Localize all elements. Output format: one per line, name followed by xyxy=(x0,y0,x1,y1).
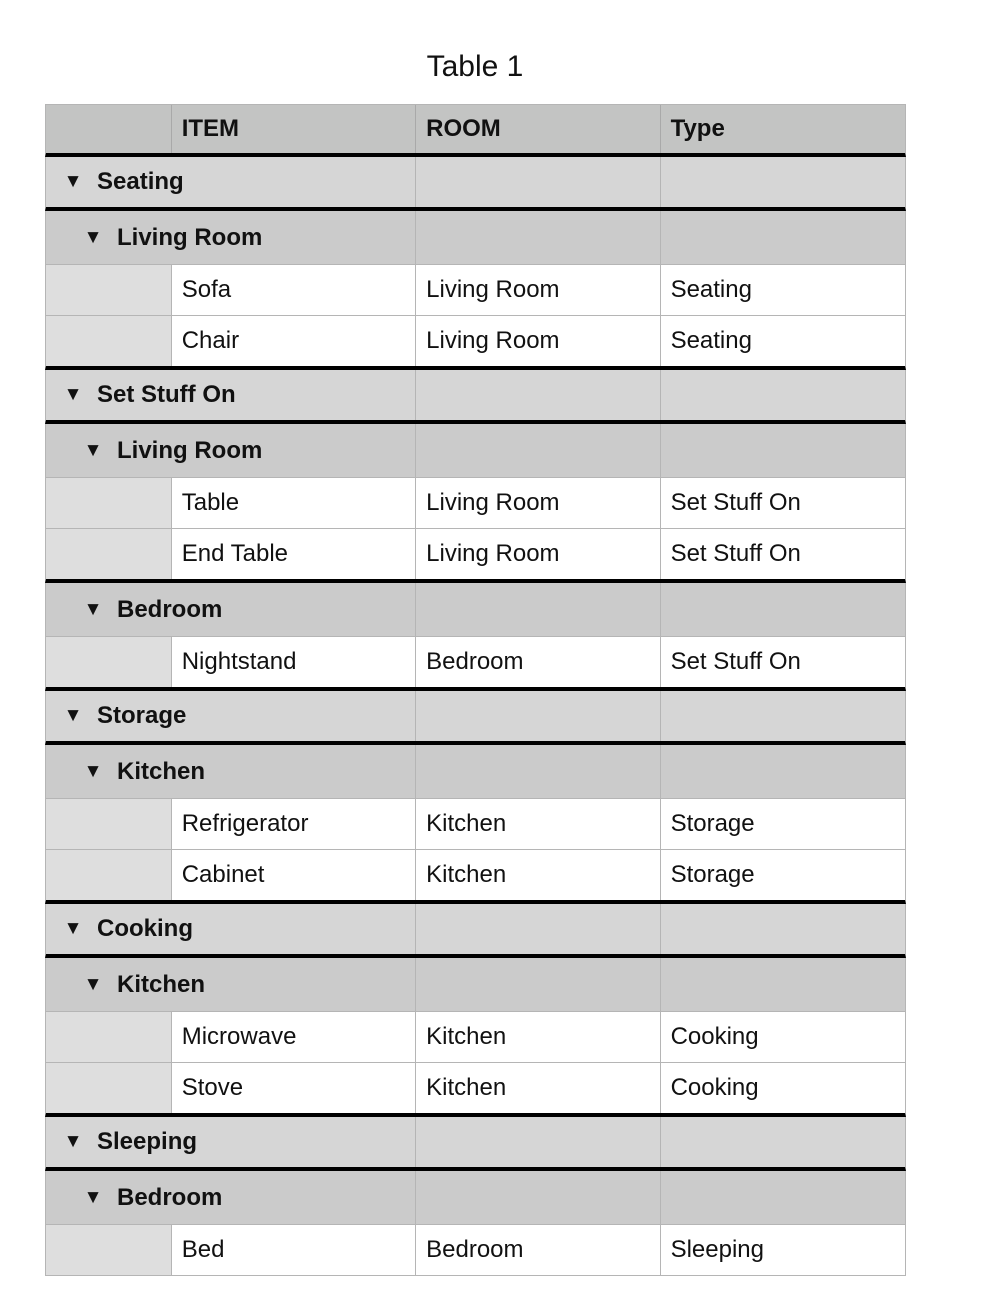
subgroup-name: Living Room xyxy=(117,223,263,251)
grouped-table xyxy=(45,104,906,1276)
table-row[interactable] xyxy=(45,850,906,904)
room-cell[interactable]: Kitchen xyxy=(415,1012,659,1062)
disclosure-triangle-icon[interactable]: ▼ xyxy=(63,1131,83,1152)
type-cell[interactable]: Sleeping xyxy=(660,1225,905,1275)
subgroup-label xyxy=(46,583,415,636)
group-row[interactable] xyxy=(45,370,906,424)
subgroup-empty-cell xyxy=(660,424,905,477)
group-label xyxy=(46,1117,415,1167)
item-cell[interactable]: End Table xyxy=(171,529,415,579)
room-cell[interactable]: Bedroom xyxy=(415,1225,659,1275)
type-cell[interactable]: Storage xyxy=(660,850,905,900)
group-empty-cell xyxy=(415,157,659,207)
type-cell[interactable]: Seating xyxy=(660,316,905,366)
room-cell[interactable]: Kitchen xyxy=(415,799,659,849)
subgroup-empty-cell xyxy=(415,1171,659,1224)
table-row[interactable] xyxy=(45,478,906,529)
disclosure-triangle-icon[interactable]: ▼ xyxy=(83,760,103,782)
group-label xyxy=(46,904,415,954)
row-header-cell[interactable] xyxy=(46,265,171,315)
group-empty-cell xyxy=(415,1117,659,1167)
group-empty-cell xyxy=(415,904,659,954)
header-item[interactable]: ITEM xyxy=(171,105,415,153)
group-empty-cell xyxy=(660,157,905,207)
group-empty-cell xyxy=(660,691,905,741)
group-label xyxy=(46,691,415,741)
group-name: Storage xyxy=(97,702,187,729)
table-title: Table 1 xyxy=(426,50,524,83)
item-cell[interactable]: Microwave xyxy=(171,1012,415,1062)
room-cell[interactable]: Kitchen xyxy=(415,850,659,900)
item-cell[interactable]: Refrigerator xyxy=(171,799,415,849)
header-cell[interactable] xyxy=(46,105,171,153)
subgroup-label xyxy=(46,424,415,477)
item-cell[interactable]: Cabinet xyxy=(171,850,415,900)
group-label xyxy=(46,157,415,207)
type-cell[interactable]: Set Stuff On xyxy=(660,637,905,687)
table-row[interactable] xyxy=(45,1012,906,1063)
item-cell[interactable]: Bed xyxy=(171,1225,415,1275)
row-header-cell[interactable] xyxy=(46,1012,171,1062)
type-cell[interactable]: Storage xyxy=(660,799,905,849)
type-cell[interactable]: Cooking xyxy=(660,1012,905,1062)
room-cell[interactable]: Living Room xyxy=(415,478,659,528)
group-empty-cell xyxy=(660,1117,905,1167)
room-cell[interactable]: Living Room xyxy=(415,265,659,315)
table-row[interactable] xyxy=(45,1225,906,1276)
subgroup-name: Kitchen xyxy=(117,757,206,785)
group-name: Sleeping xyxy=(97,1128,198,1155)
room-cell[interactable]: Bedroom xyxy=(415,637,659,687)
subgroup-name: Bedroom xyxy=(117,1183,223,1211)
group-empty-cell xyxy=(660,904,905,954)
item-cell[interactable]: Sofa xyxy=(171,265,415,315)
header-room[interactable]: ROOM xyxy=(415,105,659,153)
room-cell[interactable]: Living Room xyxy=(415,529,659,579)
disclosure-triangle-icon[interactable]: ▼ xyxy=(83,226,103,248)
subgroup-label xyxy=(46,745,415,798)
row-header-cell[interactable] xyxy=(46,1225,171,1275)
disclosure-triangle-icon[interactable]: ▼ xyxy=(83,598,103,620)
subgroup-name: Kitchen xyxy=(117,970,206,998)
type-cell[interactable]: Seating xyxy=(660,265,905,315)
subgroup-row[interactable] xyxy=(45,583,906,637)
subgroup-empty-cell xyxy=(415,583,659,636)
subgroup-row[interactable] xyxy=(45,958,906,1012)
group-row[interactable] xyxy=(45,904,906,958)
disclosure-triangle-icon[interactable]: ▼ xyxy=(63,918,83,939)
row-header-cell[interactable] xyxy=(46,529,171,579)
subgroup-row[interactable] xyxy=(45,1171,906,1225)
item-cell[interactable]: Nightstand xyxy=(171,637,415,687)
header-type[interactable]: Type xyxy=(660,105,905,153)
subgroup-empty-cell xyxy=(415,424,659,477)
type-cell[interactable]: Set Stuff On xyxy=(660,529,905,579)
group-name: Cooking xyxy=(97,915,193,942)
subgroup-empty-cell xyxy=(660,1171,905,1224)
group-empty-cell xyxy=(415,370,659,420)
subgroup-row[interactable] xyxy=(45,211,906,265)
group-name: Set Stuff On xyxy=(97,381,236,408)
disclosure-triangle-icon[interactable]: ▼ xyxy=(63,384,83,405)
group-label xyxy=(46,370,415,420)
row-header-cell[interactable] xyxy=(46,637,171,687)
disclosure-triangle-icon[interactable]: ▼ xyxy=(83,439,103,461)
subgroup-empty-cell xyxy=(415,211,659,264)
subgroup-row[interactable] xyxy=(45,424,906,478)
table-row[interactable] xyxy=(45,316,906,370)
header-row xyxy=(45,104,906,157)
group-empty-cell xyxy=(415,691,659,741)
type-cell[interactable]: Cooking xyxy=(660,1063,905,1113)
subgroup-empty-cell xyxy=(660,211,905,264)
group-row[interactable] xyxy=(45,157,906,211)
table-row[interactable] xyxy=(45,265,906,316)
disclosure-triangle-icon[interactable]: ▼ xyxy=(83,1186,103,1208)
table-row[interactable] xyxy=(45,799,906,850)
disclosure-triangle-icon[interactable]: ▼ xyxy=(63,705,83,726)
subgroup-empty-cell xyxy=(415,745,659,798)
group-name: Seating xyxy=(97,168,184,195)
subgroup-empty-cell xyxy=(660,745,905,798)
subgroup-row[interactable] xyxy=(45,745,906,799)
subgroup-label xyxy=(46,1171,415,1224)
table-row[interactable] xyxy=(45,637,906,691)
disclosure-triangle-icon[interactable]: ▼ xyxy=(83,973,103,995)
table-row[interactable] xyxy=(45,529,906,583)
row-header-cell[interactable] xyxy=(46,1063,171,1113)
subgroup-empty-cell xyxy=(415,958,659,1011)
row-header-cell[interactable] xyxy=(46,850,171,900)
subgroup-label xyxy=(46,958,415,1011)
group-empty-cell xyxy=(660,370,905,420)
room-cell[interactable]: Living Room xyxy=(415,316,659,366)
row-header-cell[interactable] xyxy=(46,478,171,528)
item-cell[interactable]: Table xyxy=(171,478,415,528)
row-header-cell[interactable] xyxy=(46,799,171,849)
room-cell[interactable]: Kitchen xyxy=(415,1063,659,1113)
subgroup-name: Living Room xyxy=(117,436,263,464)
item-cell[interactable]: Chair xyxy=(171,316,415,366)
item-cell[interactable]: Stove xyxy=(171,1063,415,1113)
subgroup-label xyxy=(46,211,415,264)
subgroup-empty-cell xyxy=(660,958,905,1011)
subgroup-name: Bedroom xyxy=(117,595,223,623)
subgroup-empty-cell xyxy=(660,583,905,636)
group-row[interactable] xyxy=(45,691,906,745)
table-row[interactable] xyxy=(45,1063,906,1117)
row-header-cell[interactable] xyxy=(46,316,171,366)
type-cell[interactable]: Set Stuff On xyxy=(660,478,905,528)
group-row[interactable] xyxy=(45,1117,906,1171)
disclosure-triangle-icon[interactable]: ▼ xyxy=(63,171,83,192)
